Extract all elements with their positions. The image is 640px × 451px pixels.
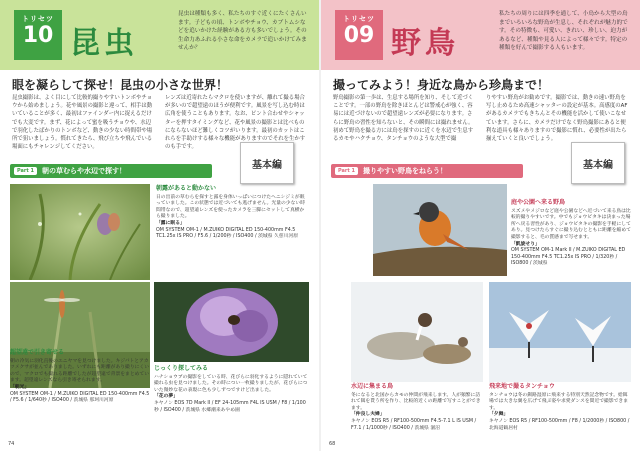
caption-redstart [511, 200, 631, 268]
body-column-1: 野鳥撮影の第一歩は、生息する場所を知り、そして近づくことです。一部の野鳥を除きほとんどは警戒心が強く、容易には近づけないので超望遠レンズが必要になります。さらに野鳥の習性を知らないと、その瞬間には撮れません。初めて野鳥を撮る方には鳥を探すのに近くを水辺で生息するカモやハクチョウ、タンチョウのような大型で撮 [333, 95, 474, 143]
part-heading [10, 164, 212, 178]
ducks-photo [351, 282, 483, 382]
caption-dragonfly [10, 350, 150, 405]
basics-tag: 基本編 [240, 142, 294, 184]
flower-insect-photo [154, 282, 309, 362]
caption-title: 庭や公園へ来る野鳥 [511, 199, 566, 206]
badge-label: トリセツ [343, 15, 375, 23]
badge-number: 10 [22, 23, 54, 48]
part-label: 朝の草むらや水辺で探す！ [41, 167, 126, 175]
chapter-title: 野鳥 [391, 26, 459, 61]
photo-title: 「夕舞」 [489, 412, 509, 418]
chapter-intro: 昆虫は種類も多く、私たちのすぐ近くにたくさんいます。子どもの頃、トンボやチョウ、カブトムシなどを追いかけた経験がある方も多いでしょう。その生命力あふれる小さな命をカメラで追いかけてみませんか？ [178, 11, 307, 52]
caption-title: じっくり探してみる [154, 365, 209, 372]
section-headline: 眼を凝らして探せ！昆虫の小さな世界！ [12, 78, 229, 92]
caption-flower [154, 366, 309, 414]
part-tag: Part 1 [335, 167, 358, 175]
part-tag: Part 1 [14, 167, 37, 175]
photo-exif: OM SYSTEM OM-1 / M.ZUIKO DIGITAL ED 150-400mm F4.5 / F5.6 / 1/640秒 / ISO400 / 茨城県 那珂川河原 [10, 391, 150, 404]
body-text [333, 94, 629, 143]
chapter-banner [321, 0, 640, 70]
chapter-title: 昆虫 [70, 26, 138, 61]
caption-text: 冬になると北国からカモの仲間が飛来します。人が頻繁に訪れて餌を貰う所を作り、比較的近くの距離で写すことができます。 [351, 392, 481, 411]
chapter-badge [335, 10, 383, 60]
redstart-photo [373, 184, 507, 276]
left-page-insects [0, 0, 319, 451]
badge-number: 09 [343, 23, 375, 48]
basics-tag: 基本編 [571, 142, 625, 184]
right-page-birds [321, 0, 640, 451]
photo-exif: キヤノン EOS R5 / RF100-500mm / F8 / 1/2000秒 / ISO800 / 北海道鶴居村 [489, 418, 630, 431]
caption-text: タンチョウは冬の釧路湿原に飛来する特別天然記念物です。給餌場では大きな翼を広げて飛ぶ姿や求愛ダンスを間近で撮影できます。 [489, 392, 629, 411]
part-heading [331, 164, 523, 178]
photo-title: 「凱旋せり」 [511, 241, 540, 247]
caption-text: 日の出前の草むらを探すと露を身体いっぱいにつけたヘニシジミが眠っていました。この状態では近づいても逃げません。光量の少ない時間帯なので、超望遠レンズを使ったカメラを三脚にセットして真横から撮りました。 [156, 194, 305, 220]
cranes-photo [489, 282, 631, 382]
caption-text: スズメやメジロなど庭や公園などへ近づいて来る鳥は比較的撮りやすいです。中でもジョウビタキは決まった場所へ戻る習性があり、ジョウビタキの撮影を手軽にしてあり。見つけたらすぐに撮り込むとともに距離を縮めて撮影すると、毛の質感まで写せます。 [511, 208, 631, 240]
caption-cranes [489, 384, 631, 432]
caption-title: 超望遠で引き寄せる [10, 349, 65, 356]
caption-ducks [351, 384, 483, 432]
caption-title: 水辺に集まる鳥 [351, 383, 394, 390]
caption-title: 飛来地で撮るタンチョウ [489, 383, 555, 390]
photo-title: 「朝光」 [10, 384, 30, 390]
chapter-banner [0, 0, 319, 70]
butterfly-photo [10, 184, 150, 280]
caption-text: 朝の冷気に羽化直後のエニヤマを見つけました。キジバトとアカツメクサが並んでありました。いずれにも距離があり撮りにくいので、マクロでも撮れる距離でしたが超望遠で背景をまとめています。超望遠レンズなら引き寄せられます。 [10, 358, 150, 384]
chapter-intro: 私たちの周りには四季を通して、小鳥から大型の鳥までいろいろな野鳥が生息し、それぞれが魅力的です。その特徴も、可愛い、きれい、珍しい、迫力があるなど、種類や見る人によって様々です。特定の種類を好んで撮影する人もいます。 [499, 11, 628, 52]
photo-exif: OM SYSTEM OM-1 Mark II / M.ZUIKO DIGITAL ED 150-400mm F4.5 TC1.25x IS PRO / 1/320秒 / ISO800 / 茨城県 [511, 248, 626, 267]
photo-title: 「仲良し夫婦」 [351, 412, 385, 418]
caption-butterfly [156, 186, 306, 241]
part-label: 撮りやすい野鳥をねらう！ [362, 167, 447, 175]
body-column-2: りやすい野鳥がお勧めです。撮影では、動きの速い野鳥を写し止めるため高速シャッターの設定が基本。高感度のAFがあるカメラでもきちんとその機能を活かして使いこなせています。さらに、カメラだけでなく野鳥撮影にあると便利な道具も様々ありますので撮影に慣れ、必要性が出たら揃えていくと良いでしょう。 [486, 95, 628, 143]
caption-text: ハナショウブの撮影をしている時、花びらに羽化するように隠れていて撮れる虫を見つけました。その時につい一枚撮りましたが、花びらについた微妙な花の表現に色も少しずつですけど出ました。 [154, 374, 308, 393]
photo-title: 「花の夢」 [154, 394, 178, 400]
body-column-1: 昆虫撮影は、よく目にして比較的撮りやすいトンボやチョウから始めましょう。花や風景の撮影と違って、相手は動いていることが多く、最初はファインダー内に捉えるだけでも大変です。まず、花によって蜜を吸うチョウや、水辺で羽化したばかりのトンボなど、動きの少ない時間帯や場所で狙いましょう。慣れてきたら、飛び立ちや飛んでいる場面にもチャレンジしてください。 [12, 95, 153, 151]
page-number: 68 [329, 441, 336, 447]
photo-title: 「露に眠る」 [156, 220, 185, 226]
caption-title: 朝露があると動かない [156, 185, 217, 192]
badge-label: トリセツ [22, 15, 54, 23]
photo-exif: キヤノン EOS R5 / RF100-500mm F4.5-7.1 L IS USM / F7.1 / 1/1000秒 / ISO400 / 茨城県 涸沼 [351, 418, 477, 431]
page-number: 74 [8, 441, 15, 447]
chapter-badge [14, 10, 62, 60]
photo-exif: OM SYSTEM OM-1 / M.ZUIKO DIGITAL ED 150-400mm F4.5 TC1.25x IS PRO / F5.6 / 1/200秒 / ISO400 / 茨城県 久慈川河原 [156, 227, 298, 240]
section-headline: 撮ってみよう！身近な鳥から珍鳥まで！ [333, 78, 550, 92]
photo-exif: キヤノン EOS 7D Mark II / EF 24-105mm F4L IS USM / F8 / 1/100秒 / ISO400 / 茨城県 水郷潮来あやめ園 [154, 400, 306, 413]
body-column-2: レンズは近寄れたらマクロを使いますが、離れて撮る場合が多いので超望遠のほうが便利です。風景を写し込む時は広角を使うこともあります。なお、ピント合わせやシャッターを押すタイミングなど、花や風景の撮影とは比べものにならないほど難しくコツがいります。最初のカットはこれらを手助けする様々な機能がありますのでそれを生かすのも手です。 [165, 95, 306, 151]
